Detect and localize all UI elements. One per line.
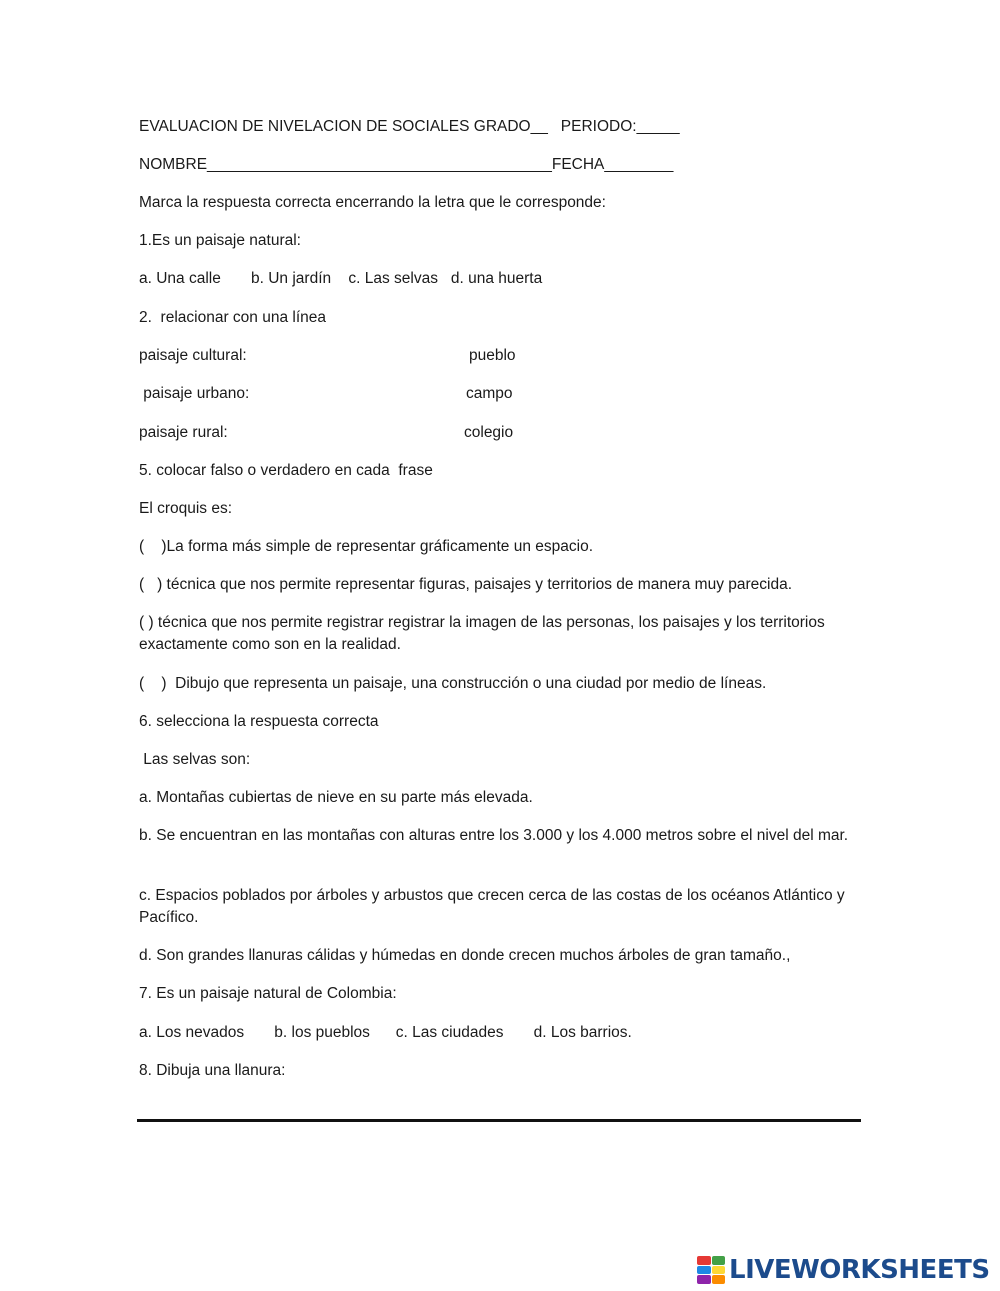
match-left-2: paisaje urbano: <box>139 385 250 402</box>
true-false-item-4: ( ) Dibujo que representa un paisaje, una construcción o una ciudad por medio de líneas. <box>139 675 767 692</box>
liveworksheets-brand <box>697 1254 990 1286</box>
match-left-1: paisaje cultural: <box>139 347 247 364</box>
brand-name: LIVEWORKSHEETS <box>729 1255 990 1285</box>
question-1-options: a. Una calle b. Un jardín c. Las selvas d. una huerta <box>139 270 543 287</box>
drawing-area-divider <box>137 1119 861 1122</box>
question-6-option-a: a. Montañas cubiertas de nieve en su parte más elevada. <box>139 789 533 806</box>
question-6-option-c: c. Espacios poblados por árboles y arbustos que crecen cerca de las costas de los océanos Atlántico y Pacífico. <box>139 887 845 926</box>
question-1: 1.Es un paisaje natural: <box>139 232 301 249</box>
question-5-intro: El croquis es: <box>139 500 233 517</box>
name-date-line: NOMBRE________________________________________FECHA________ <box>139 156 674 173</box>
match-right-2: campo <box>466 385 513 402</box>
true-false-item-3: ( ) técnica que nos permite registrar registrar la imagen de las personas, los paisajes y los territorios exactamente como son en la realidad. <box>139 614 825 653</box>
match-right-1: pueblo <box>469 347 516 364</box>
match-right-3: colegio <box>464 424 514 441</box>
question-2: 2. relacionar con una línea <box>139 309 326 326</box>
question-7: 7. Es un paisaje natural de Colombia: <box>139 985 397 1002</box>
question-7-options: a. Los nevados b. los pueblos c. Las ciudades d. Los barrios. <box>139 1024 632 1041</box>
true-false-item-1: ( )La forma más simple de representar gráficamente un espacio. <box>139 538 594 555</box>
match-left-3: paisaje rural: <box>139 424 228 441</box>
true-false-item-2: ( ) técnica que nos permite representar figuras, paisajes y territorios de manera muy parecida. <box>139 576 793 593</box>
question-8: 8. Dibuja una llanura: <box>139 1062 286 1079</box>
question-6-option-b: b. Se encuentran en las montañas con alturas entre los 3.000 y los 4.000 metros sobre el nivel del mar. <box>139 827 849 844</box>
question-6-option-d: d. Son grandes llanuras cálidas y húmedas en donde crecen muchos árboles de gran tamaño., <box>139 947 791 964</box>
question-6-intro: Las selvas son: <box>139 751 251 768</box>
liveworksheets-logo-icon <box>697 1256 725 1284</box>
instructions: Marca la respuesta correcta encerrando la letra que le corresponde: <box>139 194 606 211</box>
question-6: 6. selecciona la respuesta correcta <box>139 713 379 730</box>
worksheet-title: EVALUACION DE NIVELACION DE SOCIALES GRADO__ PERIODO:_____ <box>139 118 680 135</box>
question-5: 5. colocar falso o verdadero en cada frase <box>139 462 433 479</box>
